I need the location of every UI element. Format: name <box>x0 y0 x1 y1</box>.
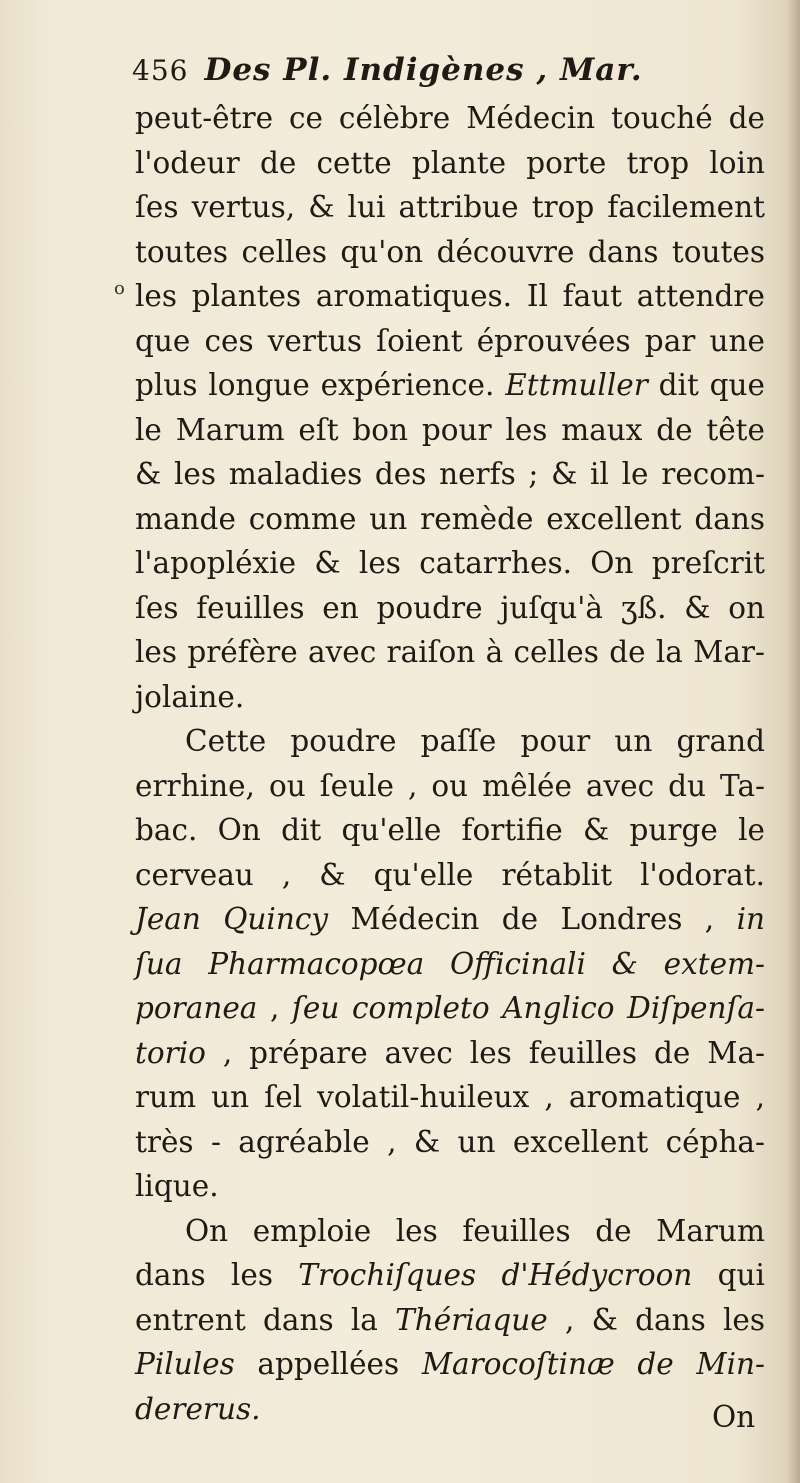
catchword: On <box>712 1400 756 1434</box>
text-line: très - agréable , & un excellent cépha- <box>135 1124 765 1159</box>
text-line: l'odeur de cette plante porte trop loin <box>135 145 765 180</box>
remedy-name: Trochiſques d'Hédycroon <box>298 1258 693 1292</box>
text-line: toutes celles qu'on découvre dans toutes <box>135 234 765 269</box>
text-line: dans les Trochiſques d'Hédycroon qui <box>135 1258 765 1292</box>
page-number: 456 <box>132 54 189 87</box>
text-line: cerveau , & qu'elle rétablit l'odorat. <box>135 857 765 892</box>
text-line: entrent dans la Thériaque , & dans les <box>135 1302 765 1337</box>
text-line: & les maladies des nerfs ; & il le recom- <box>135 457 765 491</box>
text-line: Jean Quincy Médecin de Londres , in <box>135 902 765 936</box>
text-line: jolaine. <box>135 679 245 714</box>
text-line: poranea , ſeu completo Anglico Diſpenſa- <box>135 991 765 1025</box>
text-line: l'apopléxie & les catarrhes. On preſcrit <box>135 546 765 580</box>
text-line: dererus. <box>135 1391 261 1426</box>
text-line: mande comme un remède excellent dans <box>135 501 765 536</box>
text-line: peut-être ce célèbre Médecin touché de <box>135 101 765 135</box>
text-line: Pilules appellées Marocoſtinæ de Min- <box>135 1347 766 1381</box>
text-line: plus longue expérience. Ettmuller dit que <box>135 368 765 402</box>
text-line: On emploie les feuilles de Marum <box>185 1213 765 1248</box>
book-title: ſua Pharmacopœa Officinali & extem- <box>135 946 765 981</box>
text-line: lique. <box>135 1169 219 1203</box>
text-line: errhine, ou ſeule , ou mêlée avec du Ta- <box>135 768 765 803</box>
text-line: bac. On dit qu'elle fortifie & purge le <box>135 813 765 847</box>
book-title: ſeu completo Anglico Diſpenſa- <box>291 991 765 1025</box>
remedy-name: Thériaque <box>395 1302 548 1337</box>
body-text <box>135 96 765 1431</box>
text-line: que ces vertus ſoient éprouvées par une <box>135 323 765 358</box>
text-line: ſes vertus, & lui attribue trop facilement <box>135 190 765 224</box>
author-name: Jean Quincy <box>135 902 329 936</box>
text-line <box>135 942 765 987</box>
text-line: les plantes aromatiques. Il faut attendre <box>135 279 765 313</box>
author-name: Ettmuller <box>505 368 648 402</box>
margin-mark: o <box>114 278 125 299</box>
text-line: le Marum eſt bon pour les maux de tête <box>135 412 765 447</box>
text-line: les préfère avec raiſon à celles de la Mar- <box>135 635 765 669</box>
text-line: Cette poudre paſſe pour un grand <box>185 724 765 758</box>
remedy-name: Marocoſtinæ de Min- <box>421 1347 766 1381</box>
text-line: rum un ſel volatil-huileux , aromatique , <box>135 1080 765 1114</box>
running-head <box>132 52 772 96</box>
running-title: Des Pl. Indigènes , Mar. <box>204 52 643 88</box>
text-line: torio , prépare avec les feuilles de Ma- <box>135 1035 765 1070</box>
text-line: ſes feuilles en poudre juſqu'à ʒß. & on <box>135 590 765 625</box>
